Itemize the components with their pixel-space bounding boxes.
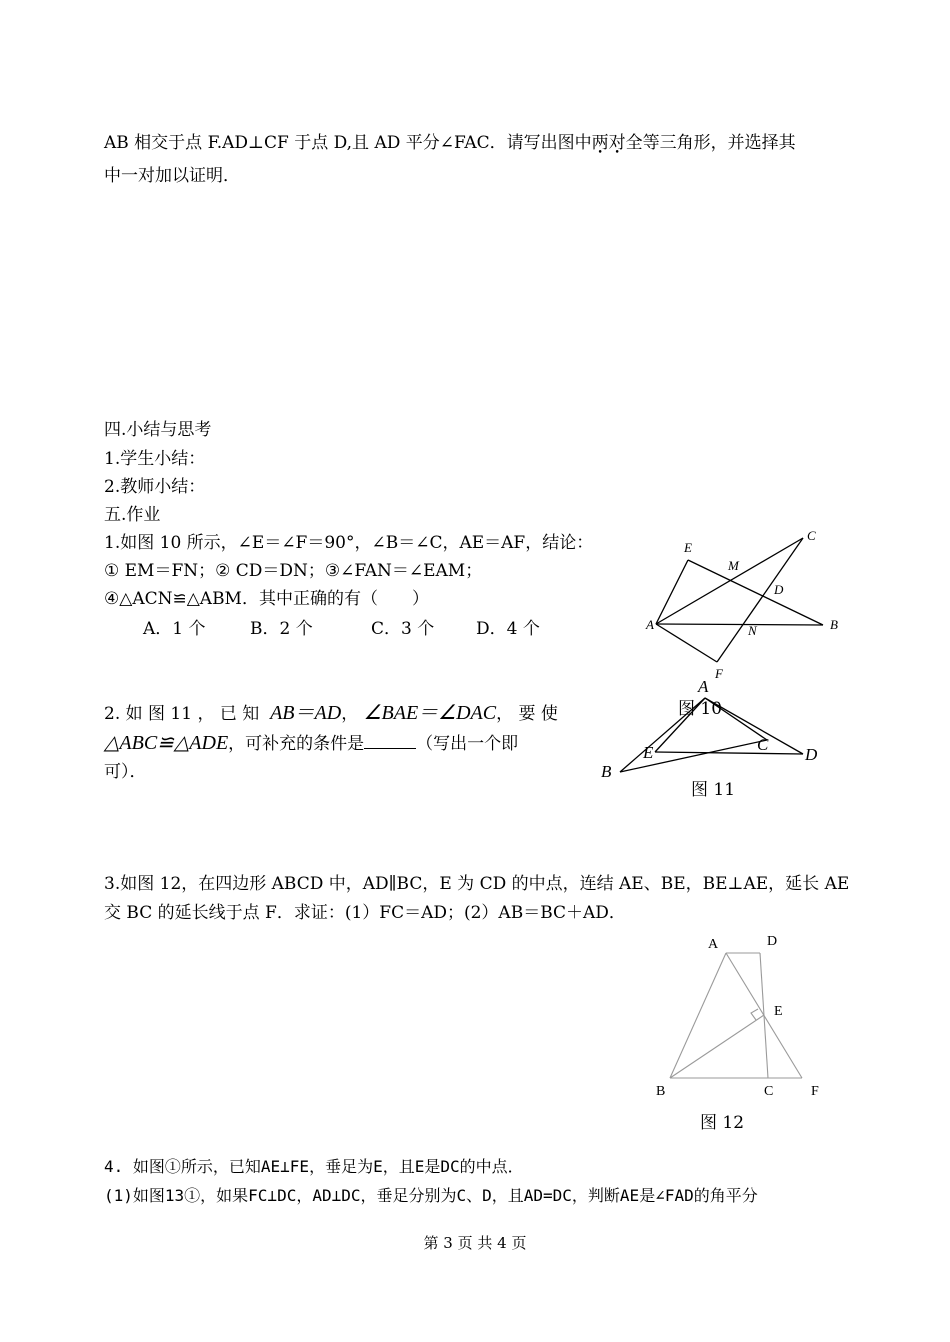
- q1-line-1: 1.如图 10 所示，∠E＝∠F＝90°，∠B＝∠C，AE＝AF，结论：: [104, 533, 594, 553]
- q2-line-2: △ABC≌△ADE，可补充的条件是 （写出一个即: [104, 732, 519, 754]
- fig10-segment-af: [656, 624, 717, 662]
- fig11-label-a: A: [698, 677, 709, 696]
- figure-10: [630, 520, 850, 690]
- fig12-label-d: D: [767, 934, 778, 949]
- q3-line-2: 交 BC 的延长线于点 F．求证：(1）FC＝AD；(2）AB＝BC＋AD．: [104, 903, 626, 923]
- fig10-label-b: B: [830, 617, 838, 632]
- q1-option-d: D．4 个: [476, 619, 540, 639]
- intro-line-1: AB 相交于点 F.AD⊥CF 于点 D,且 AD 平分∠FAC．请写出图中两对全等三角形，并选择其: [104, 133, 796, 153]
- q3-line-1: 3.如图 12，在四边形 ABCD 中，AD∥BC，E 为 CD 的中点，连结 AE、BE，BE⊥AE，延长 AE: [104, 874, 850, 894]
- q2-line-1: 2. 如 图 11 ， 已 知 AB＝AD， ∠BAE＝∠DAC， 要 使: [104, 702, 558, 724]
- fig10-label-n: N: [748, 623, 757, 638]
- fig12-label-a: A: [708, 937, 719, 952]
- q2-answer-blank[interactable]: [364, 732, 416, 749]
- intro-line-2: 中一对加以证明．: [104, 166, 240, 186]
- fig11-label-b: B: [601, 762, 612, 781]
- q4-line-1: 4. 如图①所示，已知AE⊥FE，垂足为E，且E是DC的中点．: [104, 1157, 524, 1176]
- fig11-label-c: C: [757, 735, 769, 754]
- fig10-label-a: A: [646, 617, 654, 632]
- fig11-label-e: E: [643, 743, 654, 762]
- q1-option-b: B．2 个: [250, 619, 313, 639]
- fig10-label-m: M: [728, 558, 739, 573]
- section-4-item-1: 1.学生小结：: [104, 449, 206, 469]
- figure-11: [595, 676, 835, 786]
- q1-option-a: A．1 个: [143, 619, 206, 639]
- figure-12-caption: 图 12: [700, 1113, 745, 1133]
- fig12-label-c: C: [764, 1084, 774, 1099]
- fig10-segment-eb: [688, 560, 823, 625]
- page-footer: 第 3 页 共 4 页: [423, 1234, 527, 1252]
- fig10-label-e: E: [684, 540, 692, 555]
- figure-11-caption: 图 11: [691, 780, 736, 800]
- fig10-segment-ab: [656, 624, 823, 625]
- fig10-label-c: C: [807, 528, 816, 543]
- fig12-label-b: B: [656, 1084, 666, 1099]
- figure-10-caption: 图 10: [678, 699, 723, 719]
- fig12-label-e: E: [774, 1004, 783, 1019]
- section-5-title: 五.作业: [104, 505, 161, 525]
- q2-line-3: 可）．: [104, 762, 147, 782]
- q1-line-3: ④△ACN≌△ABM．其中正确的有（ ）: [104, 589, 429, 609]
- q2-math-angle: ∠BAE＝∠DAC: [363, 702, 497, 724]
- section-4-item-2: 2.教师小结：: [104, 477, 206, 497]
- q4-line-2: (1)如图13①，如果FC⊥DC，AD⊥DC，垂足分别为C、D，且AD=DC，判断AE是∠FAD的角平分: [104, 1186, 758, 1205]
- q2-math-congruence: △ABC≌△ADE: [104, 732, 229, 754]
- fig11-segment-ab: [620, 698, 705, 772]
- fig12-label-f: F: [811, 1084, 819, 1099]
- emphasis-char-2: 对: [608, 133, 626, 153]
- fig12-right-angle-mark: [751, 1009, 758, 1020]
- section-4-title: 四.小结与思考: [104, 420, 212, 440]
- fig11-segment-ae: [655, 698, 705, 752]
- fig10-label-f: F: [715, 666, 723, 681]
- fig11-label-d: D: [805, 745, 818, 764]
- fig11-segment-ad: [705, 698, 803, 754]
- q1-option-c: C．3 个: [371, 619, 435, 639]
- fig11-segment-ac: [705, 698, 767, 740]
- q2-math-ab-ad: AB＝AD: [270, 702, 342, 724]
- figure-12: [640, 925, 840, 1100]
- fig10-segment-cf: [717, 538, 803, 662]
- emphasis-char-1: 两: [591, 133, 609, 153]
- q1-line-2: ① EM＝FN；② CD＝DN；③∠FAN＝∠EAM；: [104, 561, 483, 581]
- fig10-label-d: D: [774, 582, 784, 597]
- fig11-segment-ed: [655, 752, 803, 754]
